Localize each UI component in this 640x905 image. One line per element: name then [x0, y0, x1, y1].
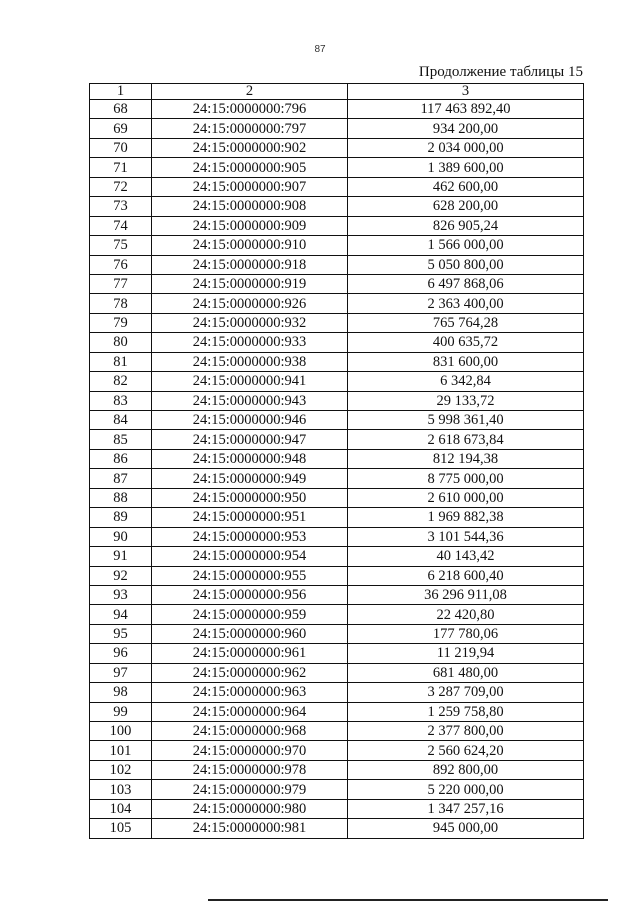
value-cell: 2 034 000,00 — [348, 138, 584, 157]
value-cell: 1 259 758,80 — [348, 702, 584, 721]
row-number-cell: 87 — [90, 469, 152, 488]
table-row — [90, 274, 584, 293]
table-row — [90, 449, 584, 468]
table-row — [90, 722, 584, 741]
table-row — [90, 197, 584, 216]
cadastral-number-cell: 24:15:0000000:796 — [152, 100, 348, 119]
cadastral-number-cell: 24:15:0000000:919 — [152, 274, 348, 293]
value-cell: 8 775 000,00 — [348, 469, 584, 488]
value-cell: 36 296 911,08 — [348, 585, 584, 604]
column-header-1: 1 — [90, 84, 152, 100]
cadastral-number-cell: 24:15:0000000:963 — [152, 683, 348, 702]
table-row — [90, 819, 584, 838]
cadastral-number-cell: 24:15:0000000:918 — [152, 255, 348, 274]
table-row — [90, 138, 584, 157]
value-cell: 177 780,06 — [348, 624, 584, 643]
row-number-cell: 91 — [90, 547, 152, 566]
table-row — [90, 100, 584, 119]
cadastral-number-cell: 24:15:0000000:902 — [152, 138, 348, 157]
table-row — [90, 624, 584, 643]
value-cell: 2 377 800,00 — [348, 722, 584, 741]
row-number-cell: 99 — [90, 702, 152, 721]
value-cell: 1 389 600,00 — [348, 158, 584, 177]
table-row — [90, 391, 584, 410]
table-row — [90, 255, 584, 274]
value-cell: 2 618 673,84 — [348, 430, 584, 449]
value-cell: 831 600,00 — [348, 352, 584, 371]
row-number-cell: 94 — [90, 605, 152, 624]
value-cell: 1 566 000,00 — [348, 236, 584, 255]
table-row — [90, 663, 584, 682]
cadastral-number-cell: 24:15:0000000:964 — [152, 702, 348, 721]
row-number-cell: 81 — [90, 352, 152, 371]
row-number-cell: 85 — [90, 430, 152, 449]
cadastral-number-cell: 24:15:0000000:978 — [152, 760, 348, 779]
cadastral-number-cell: 24:15:0000000:961 — [152, 644, 348, 663]
value-cell: 934 200,00 — [348, 119, 584, 138]
value-cell: 812 194,38 — [348, 449, 584, 468]
cadastral-number-cell: 24:15:0000000:946 — [152, 411, 348, 430]
cadastral-number-cell: 24:15:0000000:932 — [152, 313, 348, 332]
row-number-cell: 101 — [90, 741, 152, 760]
table-row — [90, 585, 584, 604]
table-row — [90, 644, 584, 663]
value-cell: 826 905,24 — [348, 216, 584, 235]
value-cell: 11 219,94 — [348, 644, 584, 663]
row-number-cell: 88 — [90, 488, 152, 507]
cadastral-number-cell: 24:15:0000000:905 — [152, 158, 348, 177]
row-number-cell: 105 — [90, 819, 152, 838]
table-row — [90, 313, 584, 332]
value-cell: 765 764,28 — [348, 313, 584, 332]
cadastral-number-cell: 24:15:0000000:951 — [152, 508, 348, 527]
row-number-cell: 92 — [90, 566, 152, 585]
value-cell: 22 420,80 — [348, 605, 584, 624]
table-row — [90, 430, 584, 449]
row-number-cell: 75 — [90, 236, 152, 255]
value-cell: 681 480,00 — [348, 663, 584, 682]
table-row — [90, 780, 584, 799]
cadastral-number-cell: 24:15:0000000:949 — [152, 469, 348, 488]
cadastral-number-cell: 24:15:0000000:910 — [152, 236, 348, 255]
row-number-cell: 103 — [90, 780, 152, 799]
row-number-cell: 96 — [90, 644, 152, 663]
row-number-cell: 104 — [90, 799, 152, 818]
page-number: 87 — [314, 44, 326, 55]
value-cell: 462 600,00 — [348, 177, 584, 196]
cadastral-number-cell: 24:15:0000000:979 — [152, 780, 348, 799]
row-number-cell: 73 — [90, 197, 152, 216]
table-row — [90, 799, 584, 818]
table-row — [90, 488, 584, 507]
value-cell: 117 463 892,40 — [348, 100, 584, 119]
cadastral-number-cell: 24:15:0000000:938 — [152, 352, 348, 371]
value-cell: 6 218 600,40 — [348, 566, 584, 585]
row-number-cell: 98 — [90, 683, 152, 702]
row-number-cell: 86 — [90, 449, 152, 468]
table-row — [90, 605, 584, 624]
cadastral-number-cell: 24:15:0000000:947 — [152, 430, 348, 449]
value-cell: 5 220 000,00 — [348, 780, 584, 799]
row-number-cell: 70 — [90, 138, 152, 157]
cadastral-number-cell: 24:15:0000000:943 — [152, 391, 348, 410]
value-cell: 1 347 257,16 — [348, 799, 584, 818]
cadastral-number-cell: 24:15:0000000:941 — [152, 372, 348, 391]
value-cell: 1 969 882,38 — [348, 508, 584, 527]
table-row — [90, 333, 584, 352]
cadastral-number-cell: 24:15:0000000:954 — [152, 547, 348, 566]
table-row — [90, 702, 584, 721]
value-cell: 29 133,72 — [348, 391, 584, 410]
data-table — [89, 83, 584, 839]
row-number-cell: 100 — [90, 722, 152, 741]
cadastral-number-cell: 24:15:0000000:950 — [152, 488, 348, 507]
table-row — [90, 566, 584, 585]
cadastral-number-cell: 24:15:0000000:926 — [152, 294, 348, 313]
table-row — [90, 177, 584, 196]
row-number-cell: 84 — [90, 411, 152, 430]
row-number-cell: 89 — [90, 508, 152, 527]
row-number-cell: 78 — [90, 294, 152, 313]
row-number-cell: 90 — [90, 527, 152, 546]
value-cell: 5 050 800,00 — [348, 255, 584, 274]
table-row — [90, 119, 584, 138]
cadastral-number-cell: 24:15:0000000:955 — [152, 566, 348, 585]
table-continuation-label: Продолжение таблицы 15 — [418, 64, 583, 80]
cadastral-number-cell: 24:15:0000000:962 — [152, 663, 348, 682]
cadastral-number-cell: 24:15:0000000:907 — [152, 177, 348, 196]
column-header-2: 2 — [152, 84, 348, 100]
row-number-cell: 68 — [90, 100, 152, 119]
table-row — [90, 352, 584, 371]
row-number-cell: 76 — [90, 255, 152, 274]
table-row — [90, 294, 584, 313]
row-number-cell: 69 — [90, 119, 152, 138]
cadastral-number-cell: 24:15:0000000:956 — [152, 585, 348, 604]
row-number-cell: 79 — [90, 313, 152, 332]
table-row — [90, 158, 584, 177]
cadastral-number-cell: 24:15:0000000:981 — [152, 819, 348, 838]
row-number-cell: 93 — [90, 585, 152, 604]
row-number-cell: 97 — [90, 663, 152, 682]
cadastral-number-cell: 24:15:0000000:909 — [152, 216, 348, 235]
row-number-cell: 95 — [90, 624, 152, 643]
cadastral-number-cell: 24:15:0000000:908 — [152, 197, 348, 216]
value-cell: 945 000,00 — [348, 819, 584, 838]
value-cell: 6 497 868,06 — [348, 274, 584, 293]
table-body — [90, 84, 584, 839]
table-row — [90, 683, 584, 702]
value-cell: 2 610 000,00 — [348, 488, 584, 507]
value-cell: 2 560 624,20 — [348, 741, 584, 760]
cadastral-number-cell: 24:15:0000000:797 — [152, 119, 348, 138]
table-row — [90, 216, 584, 235]
table-row — [90, 372, 584, 391]
row-number-cell: 82 — [90, 372, 152, 391]
cadastral-number-cell: 24:15:0000000:960 — [152, 624, 348, 643]
table-row — [90, 236, 584, 255]
cadastral-number-cell: 24:15:0000000:933 — [152, 333, 348, 352]
table-row — [90, 547, 584, 566]
value-cell: 3 287 709,00 — [348, 683, 584, 702]
table-row — [90, 527, 584, 546]
value-cell: 40 143,42 — [348, 547, 584, 566]
row-number-cell: 74 — [90, 216, 152, 235]
cadastral-number-cell: 24:15:0000000:948 — [152, 449, 348, 468]
table-row — [90, 508, 584, 527]
table-header-row — [90, 84, 584, 100]
cadastral-number-cell: 24:15:0000000:953 — [152, 527, 348, 546]
row-number-cell: 77 — [90, 274, 152, 293]
page-bottom-rule — [208, 899, 608, 901]
table-row — [90, 760, 584, 779]
table-row — [90, 411, 584, 430]
row-number-cell: 80 — [90, 333, 152, 352]
table-row — [90, 469, 584, 488]
column-header-3: 3 — [348, 84, 584, 100]
cadastral-number-cell: 24:15:0000000:968 — [152, 722, 348, 741]
cadastral-number-cell: 24:15:0000000:959 — [152, 605, 348, 624]
value-cell: 2 363 400,00 — [348, 294, 584, 313]
row-number-cell: 83 — [90, 391, 152, 410]
value-cell: 6 342,84 — [348, 372, 584, 391]
value-cell: 892 800,00 — [348, 760, 584, 779]
table-row — [90, 741, 584, 760]
value-cell: 400 635,72 — [348, 333, 584, 352]
row-number-cell: 71 — [90, 158, 152, 177]
row-number-cell: 72 — [90, 177, 152, 196]
cadastral-number-cell: 24:15:0000000:980 — [152, 799, 348, 818]
row-number-cell: 102 — [90, 760, 152, 779]
value-cell: 3 101 544,36 — [348, 527, 584, 546]
value-cell: 628 200,00 — [348, 197, 584, 216]
value-cell: 5 998 361,40 — [348, 411, 584, 430]
cadastral-number-cell: 24:15:0000000:970 — [152, 741, 348, 760]
